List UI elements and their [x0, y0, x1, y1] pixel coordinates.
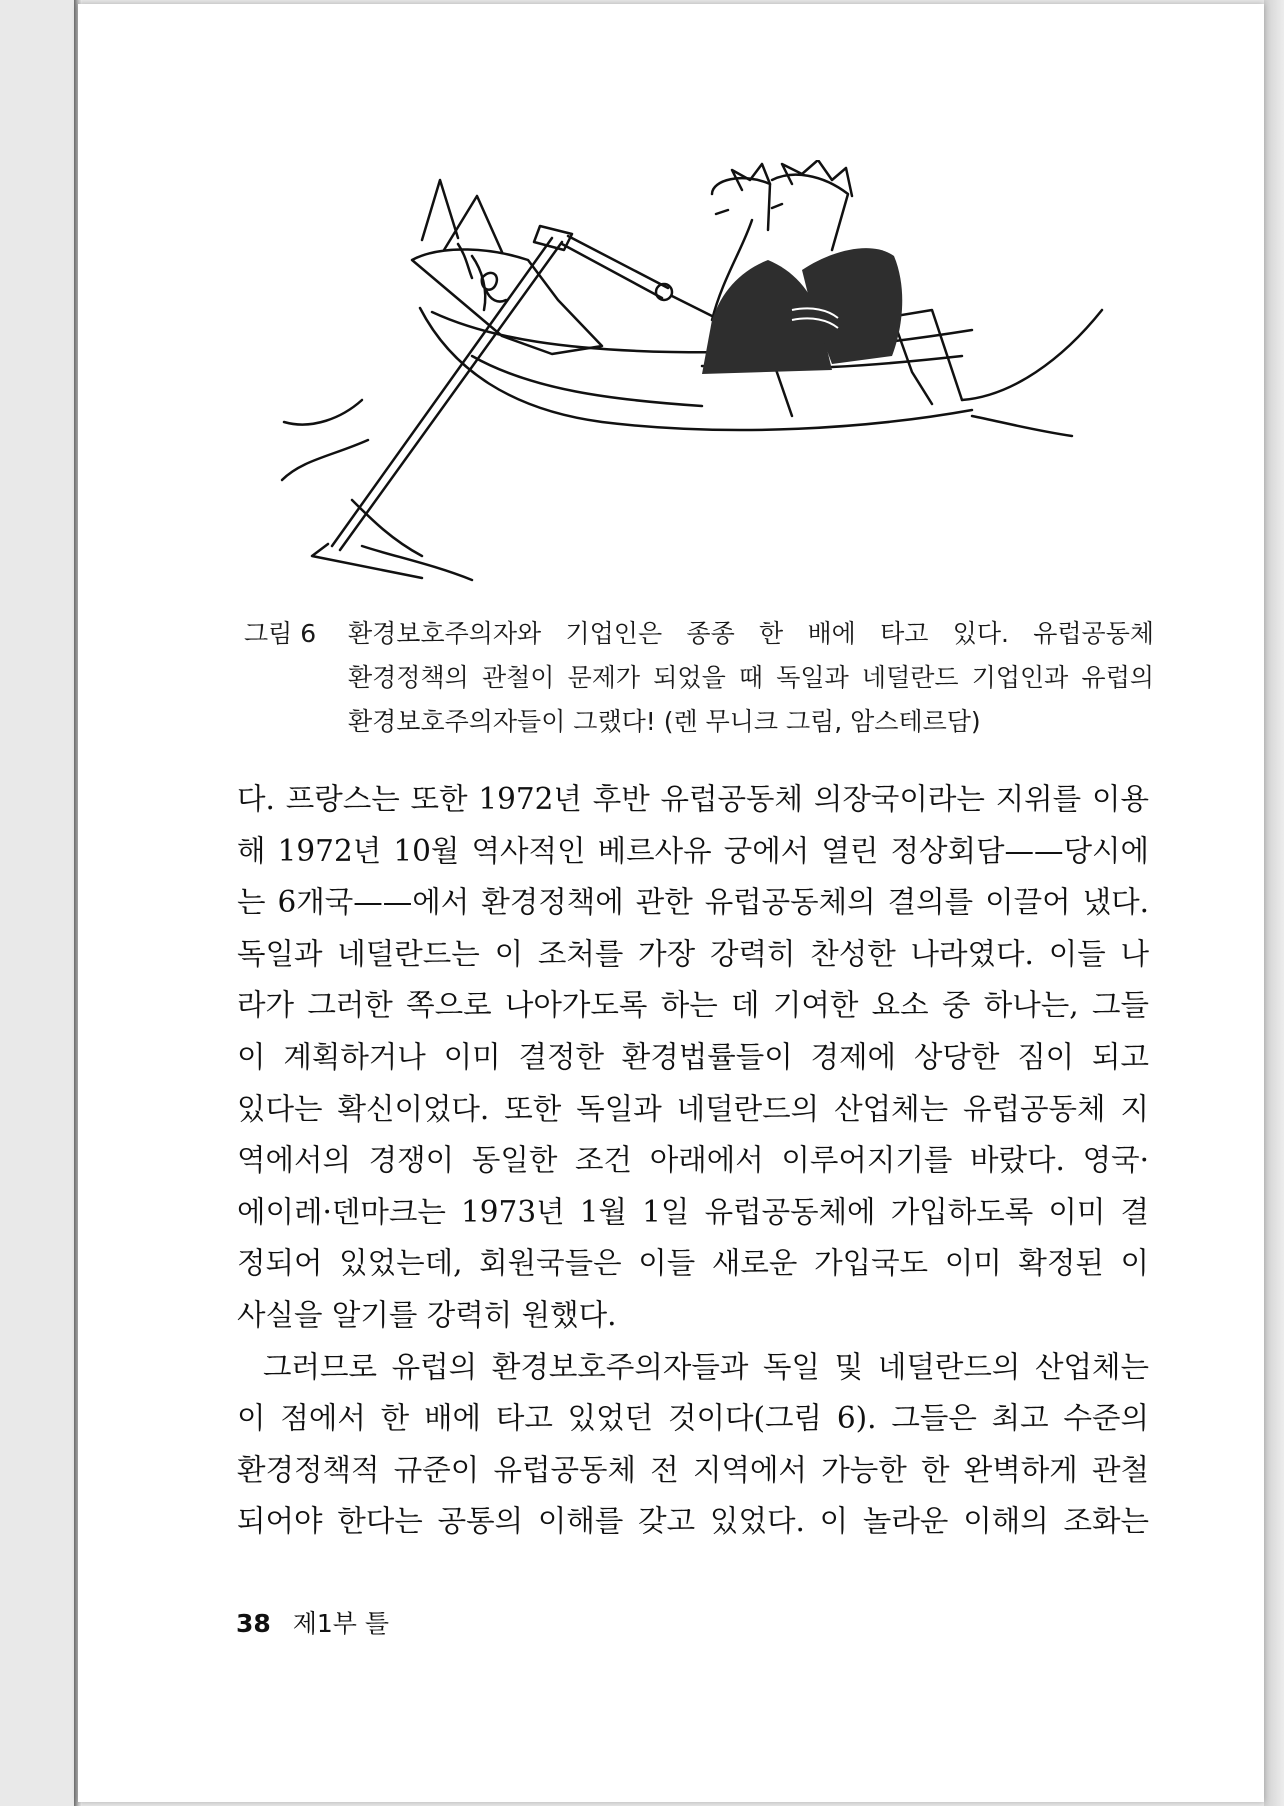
text-line: 그러므로 유럽의 환경보호주의자들과 독일 및 네덜란드의 산업체는 — [263, 1349, 1149, 1384]
text-line: 해 1972년 10월 역사적인 베르사유 궁에서 열린 정상회담——당시에 — [237, 833, 1149, 868]
text-line: 되어야 한다는 공통의 이해를 갖고 있었다. 이 놀라운 이해의 조화는 — [237, 1504, 1149, 1539]
text-line: 있다는 확신이었다. 또한 독일과 네덜란드의 산업체는 유럽공동체 지 — [237, 1091, 1149, 1126]
text-line: 라가 그러한 쪽으로 나아가도록 하는 데 기여한 요소 중 하나는, 그들 — [237, 988, 1149, 1023]
body-text — [237, 774, 1149, 1548]
page-footer — [236, 1604, 389, 1640]
text-line: 정되어 있었는데, 회원국들은 이들 새로운 가입국도 이미 확정된 이 — [237, 1246, 1149, 1281]
figure-caption-text: 환경보호주의자와 기업인은 종종 한 배에 타고 있다. 유럽공동체 환경정책의 관철이 문제가 되었을 때 독일과 네덜란드 기업인과 유럽의 환경보호주의자들이 그랬다! (렌 무니크 그림, 암스테르담) — [348, 619, 1154, 736]
text-line: 다. 프랑스는 또한 1972년 후반 유럽공동체 의장국이라는 지위를 이용 — [237, 782, 1149, 816]
text-line: 역에서의 경쟁이 동일한 조건 아래에서 이루어지기를 바랐다. 영국· — [237, 1143, 1149, 1178]
text-line: 독일과 네덜란드는 이 조처를 가장 강력히 찬성한 나라였다. 이들 나 — [237, 936, 1149, 971]
page-number: 38 — [236, 1609, 271, 1638]
text-line: 이 점에서 한 배에 타고 있었던 것이다(그림 6). 그들은 최고 수준의 — [237, 1401, 1149, 1436]
text-line: 이 계획하거나 이미 결정한 환경법률들이 경제에 상당한 짐이 되고 — [237, 1039, 1149, 1074]
section-title: 제1부 틀 — [292, 1609, 390, 1638]
text-line: 는 6개국——에서 환경정책에 관한 유럽공동체의 결의를 이끌어 냈다. — [237, 885, 1149, 920]
cartoon-illustration — [272, 160, 1122, 590]
text-line: 환경정책적 규준이 유럽공동체 전 지역에서 가능한 한 완벽하게 관철 — [237, 1452, 1149, 1487]
text-line: 에이레·덴마크는 1973년 1월 1일 유럽공동체에 가입하도록 이미 결 — [237, 1194, 1149, 1229]
figure-label: 그림 6 — [244, 619, 317, 648]
figure-caption — [244, 612, 1154, 744]
page-edge — [1264, 0, 1284, 1806]
text-line: 사실을 알기를 강력히 원했다. — [237, 1297, 617, 1332]
